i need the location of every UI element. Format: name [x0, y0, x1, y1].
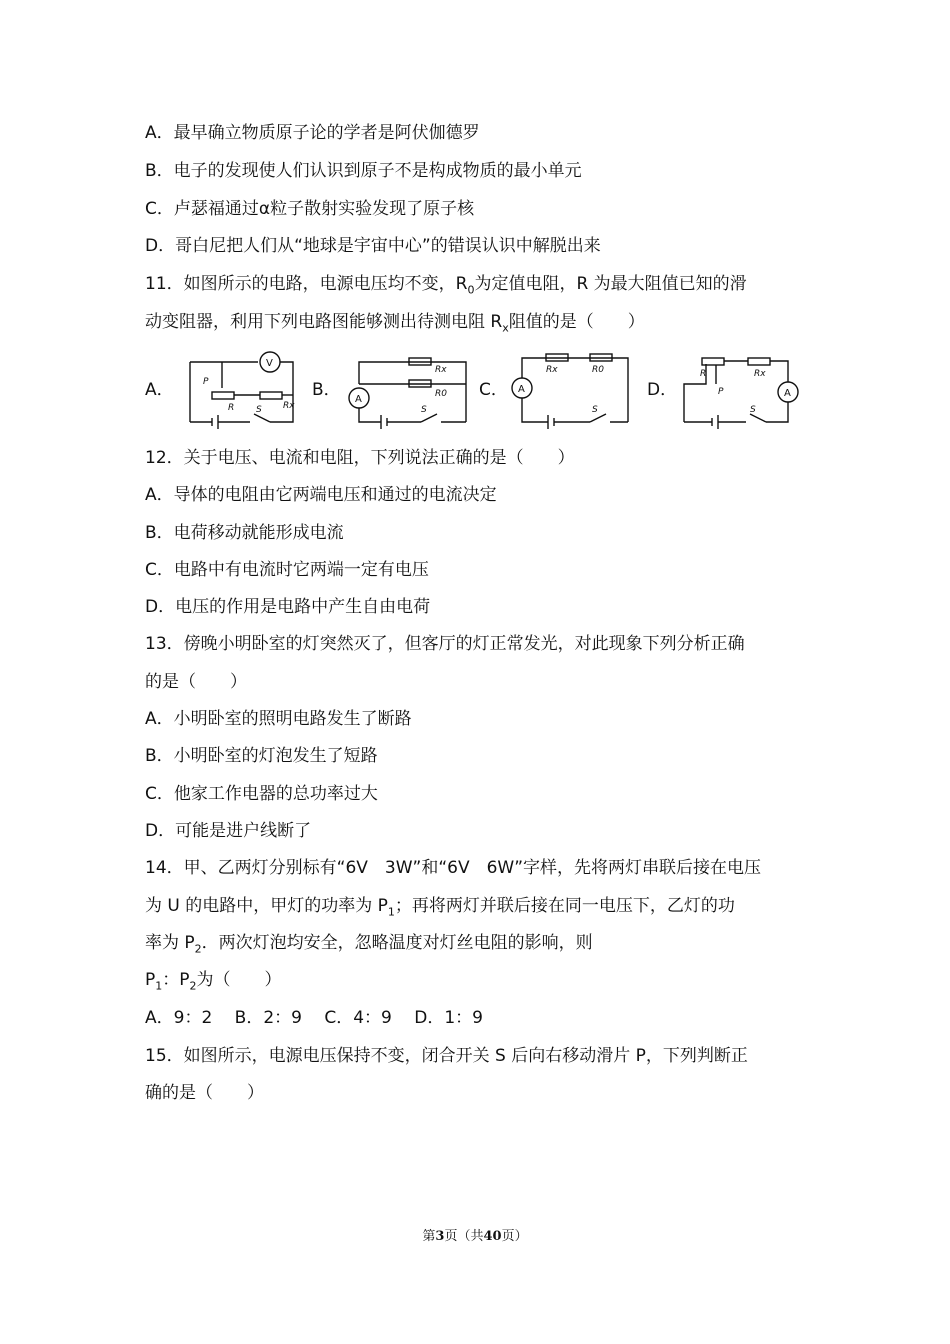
voltmeter-label: V — [266, 358, 273, 369]
switch-s-label-d: S — [750, 405, 756, 415]
r0-label-b: R0 — [435, 389, 447, 399]
q11-stem-line2: 动变阻器，利用下列电路图能够测出待测电阻 $R_x$阻值的是（ ） — [145, 312, 645, 335]
q14-stem-line1: 14．甲、乙两灯分别标有“6V 3W”和“6V 6W”字样，先将两灯串联后接在电压 — [145, 858, 761, 878]
q12-stem: 12．关于电压、电流和电阻，下列说法正确的是（ ） — [145, 448, 575, 468]
q11-fig-c-label: C． — [479, 380, 508, 400]
rheostat-r-label: R — [228, 403, 235, 413]
q11-circuit-d — [676, 350, 806, 430]
q13-option-d: D．可能是进户线断了 — [145, 821, 312, 841]
q11-stem-line1: 11．如图所示的电路，电源电压均不变，$R_0$为定值电阻，R 为最大阻值已知的滑 — [145, 274, 747, 297]
switch-s-label-c: S — [592, 405, 598, 415]
q14-stem-line2: 为 U 的电路中，甲灯的功率为 $P_1$；再将两灯并联后接在同一电压下，乙灯的功 — [145, 896, 735, 919]
q13-stem-line2: 的是（ ） — [145, 672, 247, 692]
switch-s-label: S — [256, 405, 262, 415]
q13-option-c: C．他家工作电器的总功率过大 — [145, 784, 378, 804]
ammeter-label-c: A — [518, 384, 525, 395]
ammeter-label-d: A — [784, 388, 791, 399]
q13-option-b: B．小明卧室的灯泡发生了短路 — [145, 746, 378, 766]
page-footer: 第3页（共40页） — [422, 1229, 528, 1244]
q15-stem-line2: 确的是（ ） — [145, 1083, 264, 1103]
ammeter-label-b: A — [355, 394, 362, 405]
rx-label-b: Rx — [435, 365, 447, 375]
q10-option-c: C．卢瑟福通过α粒子散射实验发现了原子核 — [145, 199, 475, 219]
slider-p-label-d: P — [718, 387, 724, 397]
page-number: 3 — [435, 1229, 445, 1244]
slider-p-label: P — [203, 377, 209, 387]
q12-option-b: B．电荷移动就能形成电流 — [145, 523, 344, 543]
q12-option-c: C．电路中有电流时它两端一定有电压 — [145, 560, 429, 580]
q10-option-a: A．最早确立物质原子论的学者是阿伏伽德罗 — [145, 123, 480, 143]
q13-option-a: A．小明卧室的照明电路发生了断路 — [145, 709, 412, 729]
rx-label-c: Rx — [546, 365, 558, 375]
q13-stem-line1: 13．傍晚小明卧室的灯突然灭了，但客厅的灯正常发光，对此现象下列分析正确 — [145, 634, 745, 654]
q11-circuit-b — [341, 350, 471, 430]
q11-fig-a-label: A． — [145, 380, 174, 400]
q14-options: A．9：2 B．2：9 C．4：9 D．1：9 — [145, 1008, 483, 1028]
q10-option-b: B．电子的发现使人们认识到原子不是构成物质的最小单元 — [145, 161, 582, 181]
switch-s-label-b: S — [421, 405, 427, 415]
total-pages: 40 — [483, 1229, 502, 1244]
q14-stem-line4: $P_1$：$P_2$为（ ） — [145, 970, 282, 993]
q11-fig-b-label: B． — [312, 380, 341, 400]
rx-label: Rx — [283, 401, 295, 411]
q11-circuit-c — [508, 350, 633, 430]
q10-option-d: D．哥白尼把人们从“地球是宇宙中心”的错误认识中解脱出来 — [145, 236, 601, 256]
q11-fig-d-label: D． — [647, 380, 678, 400]
q12-option-a: A．导体的电阻由它两端电压和通过的电流决定 — [145, 485, 497, 505]
q12-option-d: D．电压的作用是电路中产生自由电荷 — [145, 597, 431, 617]
q14-stem-line3: 率为 $P_2$．两次灯泡均安全，忽略温度对灯丝电阻的影响，则 — [145, 933, 593, 956]
rx-label-d: Rx — [754, 369, 766, 379]
q15-stem-line1: 15．如图所示，电源电压保持不变，闭合开关 S 后向右移动滑片 P，下列判断正 — [145, 1046, 748, 1066]
rheostat-r-label-d: R — [700, 369, 707, 379]
q11-circuit-a — [178, 350, 298, 430]
r0-label-c: R0 — [592, 365, 604, 375]
